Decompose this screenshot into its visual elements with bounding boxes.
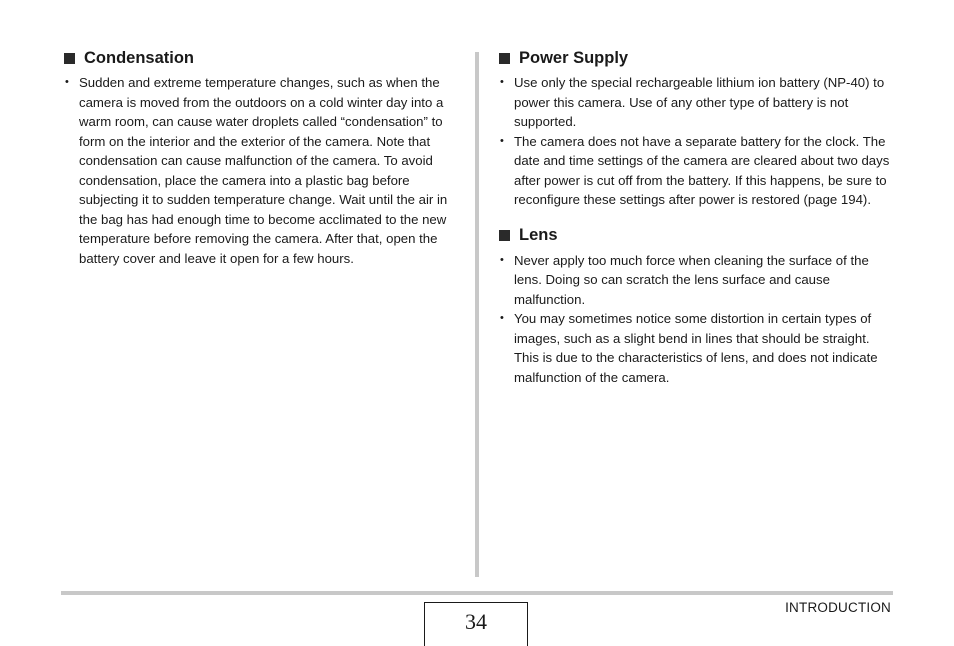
bullet-dot-icon: •: [65, 76, 69, 88]
black-square-icon: [64, 53, 75, 64]
footer-rule: [61, 591, 893, 595]
section-title: Lens: [519, 226, 558, 244]
bullet-list: [63, 73, 463, 268]
page-number: [424, 602, 528, 646]
list-item: [498, 251, 894, 310]
right-column: [498, 46, 894, 401]
chapter-label: INTRODUCTION: [785, 600, 891, 615]
bullet-text: The camera does not have a separate battery for the clock. The date and time settings of the camera are cleared about two days after power is cut off from the battery. If this happens, be sure to reconfigure these settings after power is restored (page 194).: [514, 133, 890, 207]
list-item: [63, 73, 463, 268]
black-square-icon: [499, 53, 510, 64]
column-divider: [475, 52, 479, 577]
bullet-text: Use only the special rechargeable lithium ion battery (NP-40) to power this camera. Use of any other type of battery is not supported.: [514, 75, 885, 129]
lens-section: [498, 224, 894, 388]
list-item: [498, 309, 894, 387]
bullet-text: Sudden and extreme temperature changes, such as when the camera is moved from the outdoors on a cold winter day into a warm room, can cause water droplets called “condensation” to form on the interior and the exterior of the camera. Note that condensation can cause malfunction of the camera. To avoid condensation, place the camera into a plastic bag before subjecting it to sudden temperature change. Wait until the air in the bag has had enough time to become acclimated to the new temperature before removing the camera. After that, open the battery cover and leave it open for a few hours.: [79, 75, 448, 266]
section-heading: [498, 224, 894, 248]
section-title: Power Supply: [519, 48, 629, 67]
list-item: [498, 132, 894, 210]
bullet-text: Never apply too much force when cleaning the surface of the lens. Doing so can scratch the lens surface and cause malfunction.: [514, 252, 869, 307]
bullet-list: [498, 251, 894, 388]
section-heading: [63, 46, 463, 70]
condensation-section: [63, 46, 463, 268]
bullet-dot-icon: •: [500, 76, 504, 88]
bullet-text: You may sometimes notice some distortion in certain types of images, such as a slight bend in lines that should be straight. This is due to the characteristics of lens, and does not indicate malfunction of the camera.: [514, 311, 878, 385]
bullet-dot-icon: •: [500, 253, 504, 266]
bullet-dot-icon: •: [500, 134, 504, 147]
power-supply-section: [498, 46, 894, 210]
bullet-dot-icon: •: [500, 312, 504, 324]
page-number-text: 34: [465, 609, 487, 634]
section-heading: [498, 46, 894, 70]
section-title: Condensation: [84, 48, 194, 67]
bullet-list: [498, 73, 894, 210]
left-column: [63, 46, 463, 282]
list-item: [498, 73, 894, 132]
black-square-icon: [499, 230, 510, 241]
